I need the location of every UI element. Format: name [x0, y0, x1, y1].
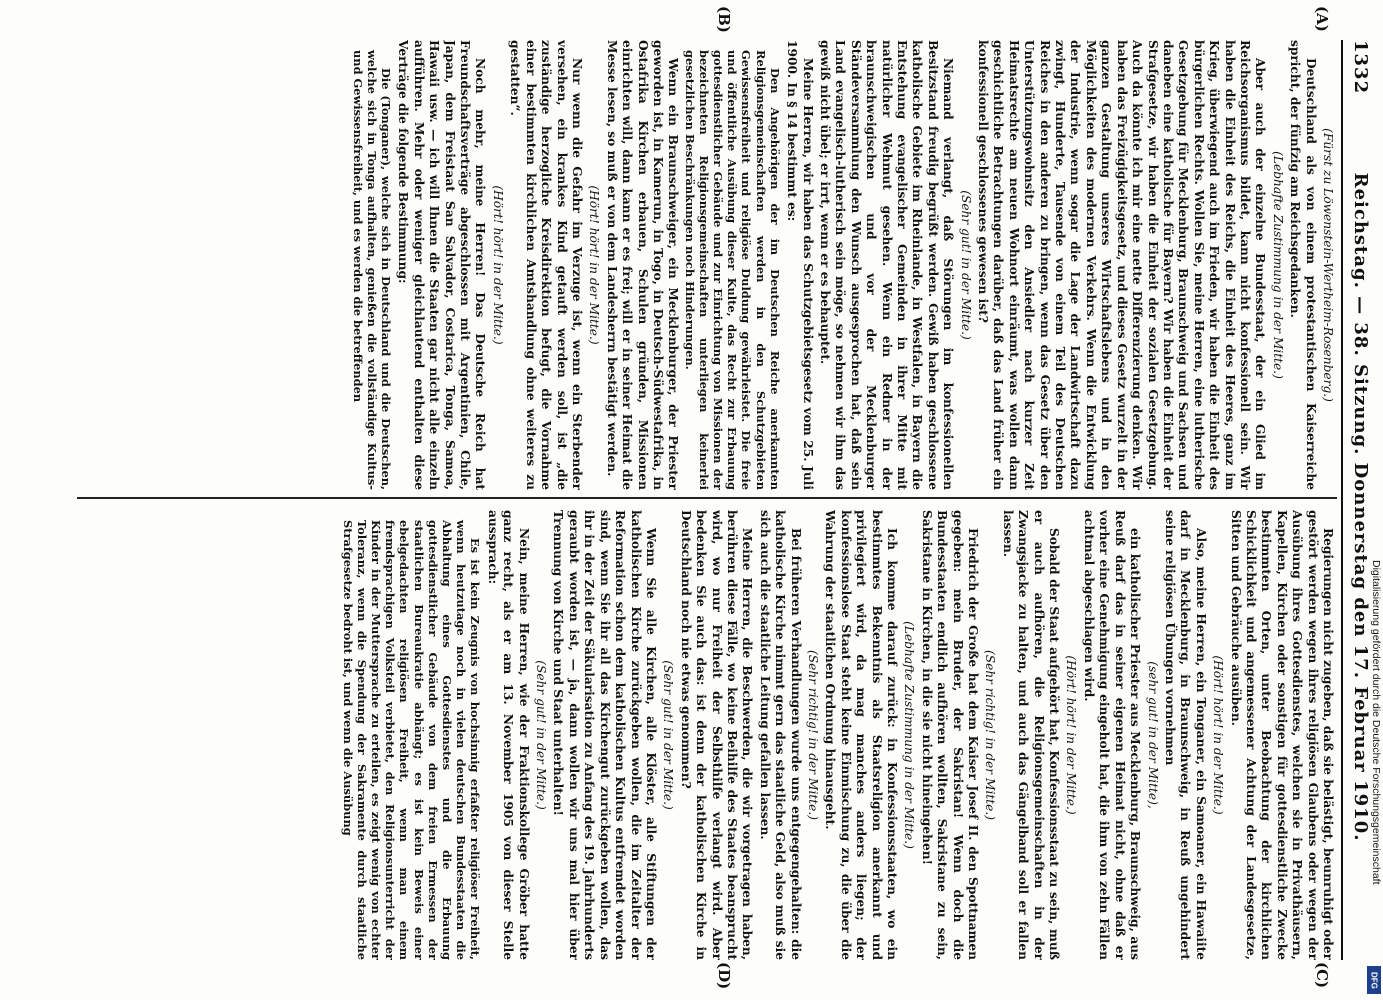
- paragraph: Regierungen nicht zugeben, daß sie belästigt, beunruhigt oder gestört werden wegen ihres religiösen Glaubens oder wegen der Ausübung ihres Gottesdienstes, welchen sie in Privathäusern, Kapellen, Kirchen oder sonstigen für gottesdienstliche Zwecke bestimmten Orten, unter Beobachtung der kirchlichen Schicklichkeit und angemessener Achtung der Landesgesetze, Sitten und Gebräuche ausüben.: [1228, 510, 1335, 960]
- interjection: (Sehr richtig! in der Mitte.): [983, 650, 998, 820]
- credit-text: Digitalisierung gefördert durch die Deutsche Forschungsgemeinschaft: [1370, 560, 1382, 885]
- interjection: (Sehr gut! in der Mitte.): [661, 660, 676, 810]
- margin-mark-b: (B): [715, 6, 733, 33]
- page-number: 1332: [1350, 40, 1372, 95]
- interjection: (Hört! hört! in der Mitte.): [1211, 655, 1226, 815]
- paragraph: Wenn ein Braunschweiger, ein Mecklenburger, der Priester geworden ist, in Kamerun, in Togo, in Deutsch-Südwestafrika, in Ostafrika Kirchen erbauen, Schulen gründen, Missionen einrichten will, dann kann er es frei; will er in seiner Heimat die Messe lesen, so muß er von dem Landesherrn bestätigt werden.: [604, 40, 681, 490]
- paragraph: Bei früheren Verhandlungen wurde uns entgegengehalten: die katholische Kirche nimmt gern das staatliche Geld, also muß sie sich auch die staatliche Leitung gefallen lassen.: [757, 510, 803, 960]
- left-column: [85, 40, 1335, 490]
- paragraph: ein katholischer Priester aus Mecklenburg, Braunschweig, aus Reuß darf das in seiner eigenen Heimat nicht, ohne daß er vorher eine Genehmigung eingeholt hat, die ihm von zehn Fällen achtmal abgeschlagen wird.: [1081, 510, 1143, 960]
- interjection: (Hört! hört! in der Mitte.): [587, 185, 602, 345]
- paragraph: Friedrich der Große hat dem Kaiser Josef II. den Spottnamen gegeben: mein Bruder, der Sakristan! Wenn doch die Bundesstaaten endlich aufhören wollten, Sakristane zu sein, Sakristane in Kirchen, in die sie nicht hineingehen!: [919, 510, 981, 960]
- paragraph: Deutschland als von einem protestantischen Kaiserreiche spricht, der fünfzig am Reichsgedanken.: [1288, 40, 1318, 490]
- interjection: (Sehr gut! in der Mitte.): [534, 660, 549, 810]
- column-divider: [77, 497, 1337, 499]
- margin-mark-c: (C): [1313, 962, 1331, 989]
- quoted-passage: Die (Tonganer), welche sich in Deutschland und die Deutschen, welche sich in Tonga aufhalten, genießen die vollständige Kultus- und Gewissensfreiheit, und es werden die betreffenden: [350, 50, 394, 490]
- interjection: (Lebhafte Zustimmung in der Mitte.): [902, 621, 917, 849]
- dfg-logo: DFG: [1367, 966, 1381, 994]
- margin-mark-a: (A): [1313, 6, 1331, 32]
- paragraph: Nur wenn die Gefahr im Verzuge ist, wenn ein Sterbender versehen, ein krankes Kind getauft werden soll, ist „die zuständige herzogliche Kreisdirektion befugt, die Vornahme einer bestimmten kirchlichen Amtshandlung ohne weiteres zu gestatten“.: [508, 40, 584, 490]
- margin-mark-d: (D): [715, 962, 733, 990]
- credit-strip: [1366, 0, 1382, 1000]
- quoted-passage: Den Angehörigen der im Deutschen Reiche anerkannten Religionsgemeinschaften werden in den Schutzgebieten Gewissensfreiheit und religiöse Duldung gewährleistet. Die freie und öffentliche Ausübung dieser Kulte, das Recht zur Erbauung gottesdienstlicher Gebäude und zur Einrichtung von Missionen der bezeichneten Religionsgemeinschaften unterliegen keinerlei gesetzlichen Beschränkungen noch Hinderungen.: [682, 50, 782, 490]
- paragraph: Noch mehr, meine Herren! Das Deutsche Reich hat Freundschaftsverträge abgeschlossen mit Argentinien, Chile, Japan, dem Freistaat San Salvador, Costarica, Tonga, Samoa, Hawaii usw. — ich will Ihnen die Staaten gar nicht alle einzeln aufführen. Mehr oder weniger gleichlautend enthalten diese Verträge die folgende Bestimmung:: [396, 40, 488, 490]
- paragraph: Meine Herren, wir haben das Schutzgebietsgesetz vom 25. Juli 1900. In § 14 bestimmt es:: [785, 40, 815, 490]
- paragraph: Aber auch der einzelne Bundesstaat, der ein Glied im Reichsorganismus bildet, kann nicht konfessionell sein. Wir haben die Einheit des Reichs, die Einheit des Heeres, ganz im Krieg, überwiegend auch im Frieden, wir haben die Einheit des bürgerlichen Rechts. Wollen Sie, meine Herren, eine lutherische Gesetzgebung für Mecklenburg, Braunschweig und Sachsen und daneben eine katholische für Bayern? Wir haben die Einheit der Strafgesetze, wir haben die Einheit der sozialen Gesetzgebung. Auch da könnte ich mir eine nette Differenzierung denken. Wir haben das Freizügigkeitsgesetz, und dieses Gesetz wurzelt in der ganzen Gestaltung unseres Wirtschaftslebens und in den Möglichkeiten des modernen Verkehrs. Wenn die Entwicklung der Industrie, wenn sogar die Lage der Landwirtschaft dazu zwingt, Hunderte, Tausende von einem Teil des Deutschen Reiches in den anderen zu bringen, wenn das Gesetz über den Unterstützungswohnsitz den Ansiedler nach kurzer Zeit Heimatsrechte am neuen Wohnort einräumt, was wollen dann geschichtliche Betrachtungen darüber, daß das Land früher ein konfessionell geschlossenes gewesen ist?: [976, 40, 1268, 490]
- interjection: (sehr gut! in der Mitte),: [1145, 661, 1160, 809]
- paragraph: Meine Herren, die Beschwerden, die wir vorgetragen haben, berühren diese Fälle, wo keine Beihilfe des Staates beansprucht wird, wo nur Freiheit der Selbsthilfe verlangt wird. Aber bedenken Sie auch das: ist denn der katholischen Kirche in Deutschland noch nie etwas genommen?: [678, 510, 755, 960]
- paragraph: Wenn Sie alle Kirchen, alle Klöster, alle Stiftungen der katholischen Kirche zurückgeben wollen, die im Zeitalter der Reformation schon dem katholischen Kultus entfremdet worden sind, wenn Sie ihr all das Kirchengut zurückgeben wollen, das ihr in der Zeit der Säkularisation zu Anfang des 19. Jahrhunderts geraubt worden ist, — ja, dann wollen wir uns mal hier über Trennung von Kirche und Staat unterhalten!: [551, 510, 658, 960]
- interjection: (Hört! hört! in der Mitte.): [1064, 655, 1079, 815]
- interjection: (Lebhafte Zustimmung in der Mitte.): [1270, 151, 1285, 379]
- running-title: Reichstag. — 38. Sitzung. Donnerstag den 17. Februar 1910.: [1350, 172, 1372, 842]
- paragraph: Also, meine Herren, ein Tonganer, ein Samoaner, ein Hawaiite darf in Mecklenburg, in Braunschweig, in Reuß ungehindert seine religiösen Übungen vornehmen: [1162, 510, 1208, 960]
- paragraph: Sobald der Staat aufgehört hat, Konfessionsstaat zu sein, muß er auch aufhören, die Religionsgemeinschaften in der Zwangsjacke zu halten, und auch das Gängelband soll er fallen lassen.: [1000, 510, 1062, 960]
- right-column: [85, 510, 1335, 960]
- interjection: (Sehr gut! in der Mitte.): [958, 190, 973, 340]
- paragraph: Nein, meine Herren, wie der Fraktionskollege Gröber hatte ganz recht, als er am 13. November 1905 von dieser Stelle aussprach:: [485, 510, 531, 960]
- interjection: (Sehr richtig! in der Mitte.): [806, 650, 820, 820]
- paragraph: Niemand verlangt, daß Störungen im konfessionellen Besitzstand freudig begrüßt werden. Gewiß haben geschlossene katholische Gebiete im Rheinlande, in Westfalen, in Bayern die Entstehung evangelischer Gemeinden in ihrer Mitte mit natürlicher Wehmut gesehen. Wenn ein Redner in der braunschweigischen und vor der Mecklenburger Ständeversammlung den Wunsch ausgesprochen hat, daß sein Land evangelisch-lutherisch sein möge, so nehmen wir ihm das gewiß nicht übel; er irrt, wenn er es behauptet.: [818, 40, 956, 490]
- quoted-passage: Es ist kein Zeugnis von hochsinnig erfaßter religiöser Freiheit, wenn heutzutage noch in vielen deutschen Bundesstaaten die Abhaltung eines Gottesdienstes und die Erbauung gottesdienstlicher Gebäude von dem freien Ermessen der staatlichen Bureaukratie abhängt; es ist kein Beweis einer ebelgedachten religiösen Freiheit, wenn man einem fremdsprachigen Volksteil verbietet, den Religionsunterricht der Kinder in der Muttersprache zu erteilen, es zeigt wenig von echter Toleranz, wenn die Spendung der Sakramente durch staatliche Strafgesetze bedroht ist, und wenn die Ausübung: [340, 520, 483, 960]
- paragraph: Ich komme darauf zurück: in Konfessionsstaaten, wo ein bestimmtes Bekenntnis als Staatsreligion anerkannt und privilegiert wird, da mag manches anders liegen; der konfessionslose Staat steht keine Einmischung zu, die über die Wahrung der staatlichen Ordnung hinausgeht.: [823, 510, 900, 960]
- interjection: (Fürst zu Löwenstein-Wertheim-Rosenberg.): [1321, 128, 1335, 402]
- header-rule: [1341, 40, 1343, 960]
- interjection: (Hört! hört! in der Mitte.): [490, 185, 505, 345]
